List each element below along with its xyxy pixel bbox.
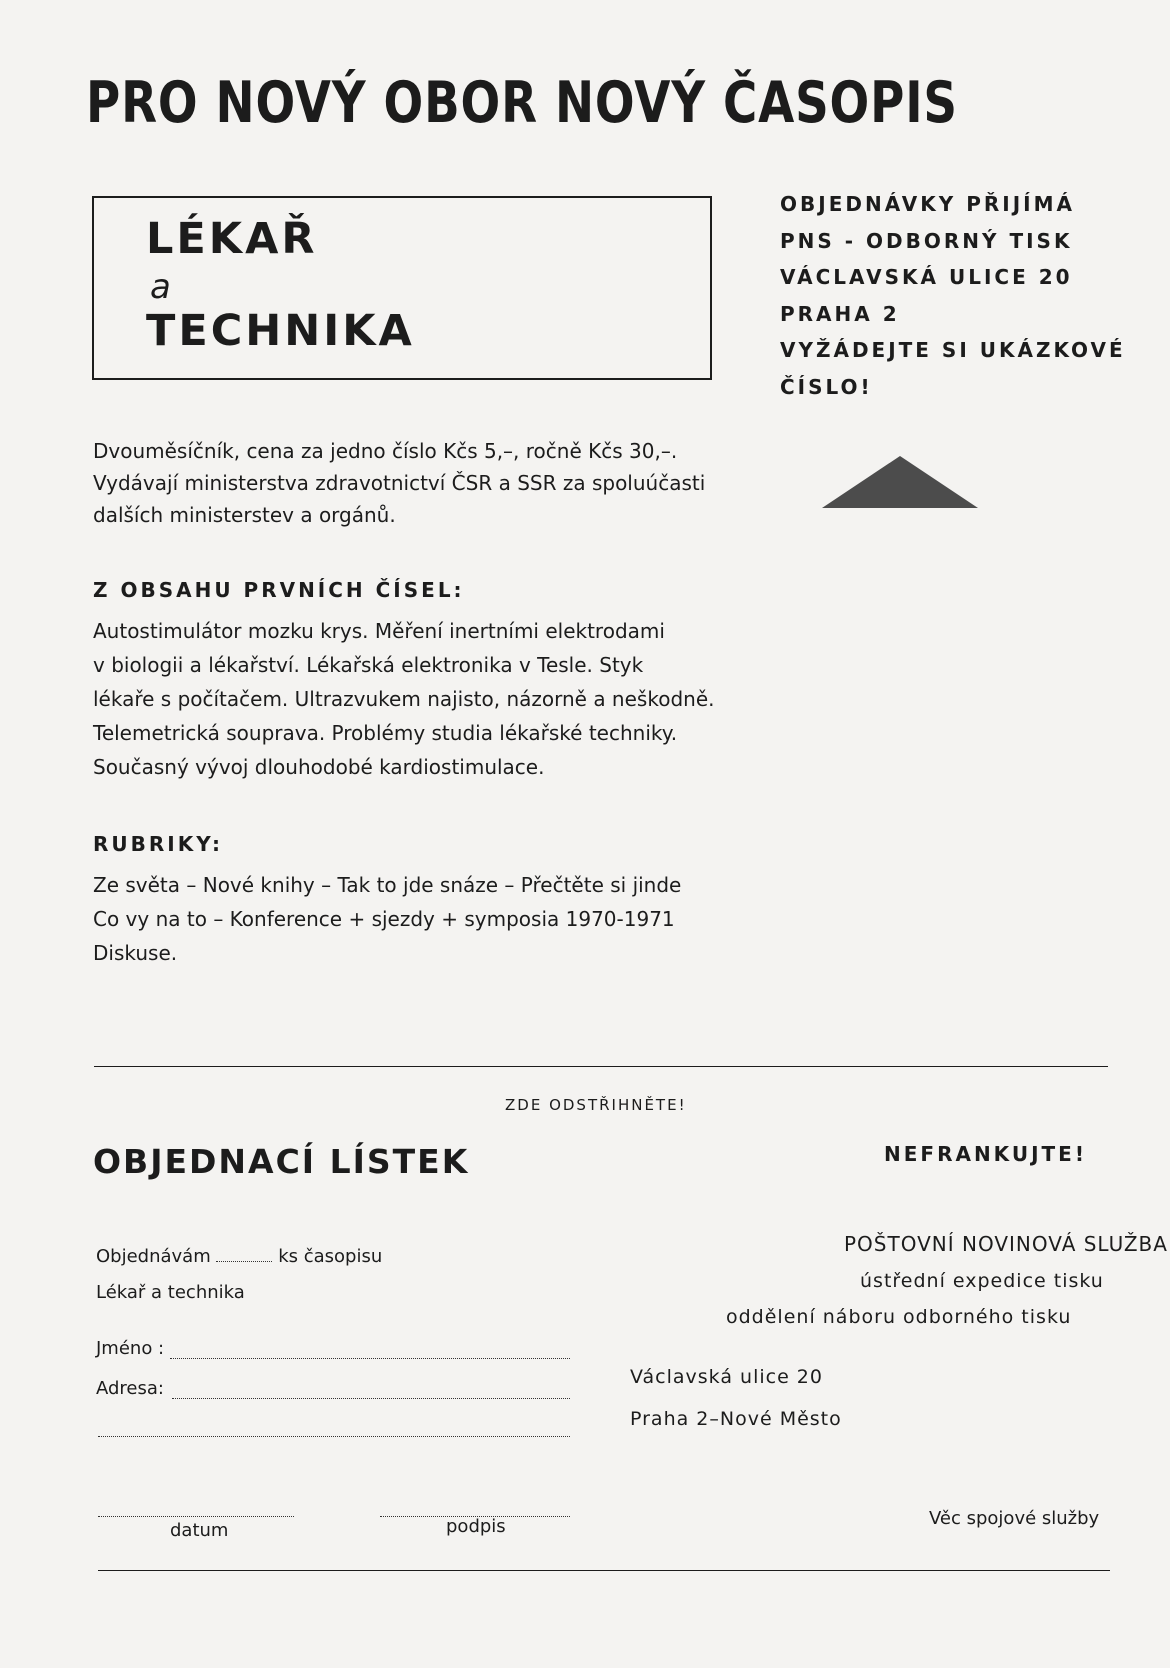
up-arrow-icon xyxy=(822,456,978,508)
date-label: datum xyxy=(170,1520,229,1541)
order-magazine-name: Lékař a technika xyxy=(96,1282,245,1303)
signature-field[interactable] xyxy=(380,1498,570,1517)
order-suffix: ks časopisu xyxy=(278,1246,383,1267)
contents-heading: Z OBSAHU PRVNÍCH ČÍSEL: xyxy=(93,578,465,602)
intro-line: Vydávají ministerstva zdravotnictví ČSR a SSR za spoluúčasti xyxy=(93,471,706,495)
orders-line: OBJEDNÁVKY PŘIJÍMÁ xyxy=(780,192,1075,216)
intro-line: Dvouměsíčník, cena za jedno číslo Kčs 5,–, ročně Kčs 30,–. xyxy=(93,439,678,463)
orders-line: ČÍSLO! xyxy=(780,374,873,399)
contents-line: v biologii a lékařství. Lékařská elektronika v Tesle. Styk xyxy=(93,653,644,677)
cut-line xyxy=(94,1066,1108,1067)
rubriky-text xyxy=(93,868,733,970)
orders-line: VÁCLAVSKÁ ULICE 20 xyxy=(780,265,1073,289)
orders-line: PNS - ODBORNÝ TISK xyxy=(780,228,1073,253)
page-title: PRO NOVÝ OBOR NOVÝ ČASOPIS xyxy=(86,70,958,136)
recipient-city: Praha 2–Nové Město xyxy=(630,1408,842,1430)
recipient-dept-1: ústřední expedice tisku xyxy=(860,1270,1104,1292)
name-label: Jméno : xyxy=(96,1338,165,1359)
address-field-2[interactable] xyxy=(98,1418,570,1437)
order-form-title: OBJEDNACÍ LÍSTEK xyxy=(93,1142,470,1181)
magazine-title-box xyxy=(92,196,712,380)
contents-text xyxy=(93,614,733,784)
date-field[interactable] xyxy=(98,1498,294,1517)
magazine-title-line-2: a xyxy=(150,267,171,307)
bottom-rule xyxy=(98,1570,1110,1571)
orders-line: PRAHA 2 xyxy=(780,301,900,326)
no-stamp-label: NEFRANKUJTE! xyxy=(884,1142,1087,1166)
orders-info xyxy=(780,186,1126,405)
contents-line: lékaře s počítačem. Ultrazvukem najisto, názorně a neškodně. xyxy=(93,687,715,711)
contents-line: Autostimulátor mozku krys. Měření inertními elektrodami xyxy=(93,619,665,643)
cut-here-label: ZDE ODSTŘIHNĚTE! xyxy=(505,1096,687,1114)
rubriky-line: Diskuse. xyxy=(93,941,178,965)
signature-label: podpis xyxy=(446,1516,506,1537)
recipient-note: Věc spojové služby xyxy=(929,1508,1100,1529)
rubriky-line: Ze světa – Nové knihy – Tak to jde snáze – Přečtěte si jinde xyxy=(93,873,682,897)
name-field[interactable] xyxy=(170,1340,570,1359)
order-quantity-row xyxy=(96,1246,382,1267)
address-field-1[interactable] xyxy=(172,1380,570,1399)
order-prefix: Objednávám xyxy=(96,1246,211,1267)
intro-text xyxy=(93,435,733,531)
rubriky-line: Co vy na to – Konference + sjezdy + symposia 1970-1971 xyxy=(93,907,675,931)
magazine-title-line-3: TECHNIKA xyxy=(146,306,415,356)
orders-line: VYŽÁDEJTE SI UKÁZKOVÉ xyxy=(780,338,1126,362)
contents-line: Současný vývoj dlouhodobé kardiostimulace. xyxy=(93,755,545,779)
magazine-title-line-1: LÉKAŘ xyxy=(146,214,318,264)
quantity-field[interactable] xyxy=(216,1261,272,1262)
recipient-org: POŠTOVNÍ NOVINOVÁ SLUŽBA xyxy=(844,1232,1168,1256)
intro-line: dalších ministerstev a orgánů. xyxy=(93,503,396,527)
contents-line: Telemetrická souprava. Problémy studia lékařské techniky. xyxy=(93,721,678,745)
recipient-street: Václavská ulice 20 xyxy=(630,1366,823,1388)
rubriky-heading: RUBRIKY: xyxy=(93,832,223,856)
address-label: Adresa: xyxy=(96,1378,164,1399)
recipient-dept-2: oddělení náboru odborného tisku xyxy=(726,1306,1072,1328)
